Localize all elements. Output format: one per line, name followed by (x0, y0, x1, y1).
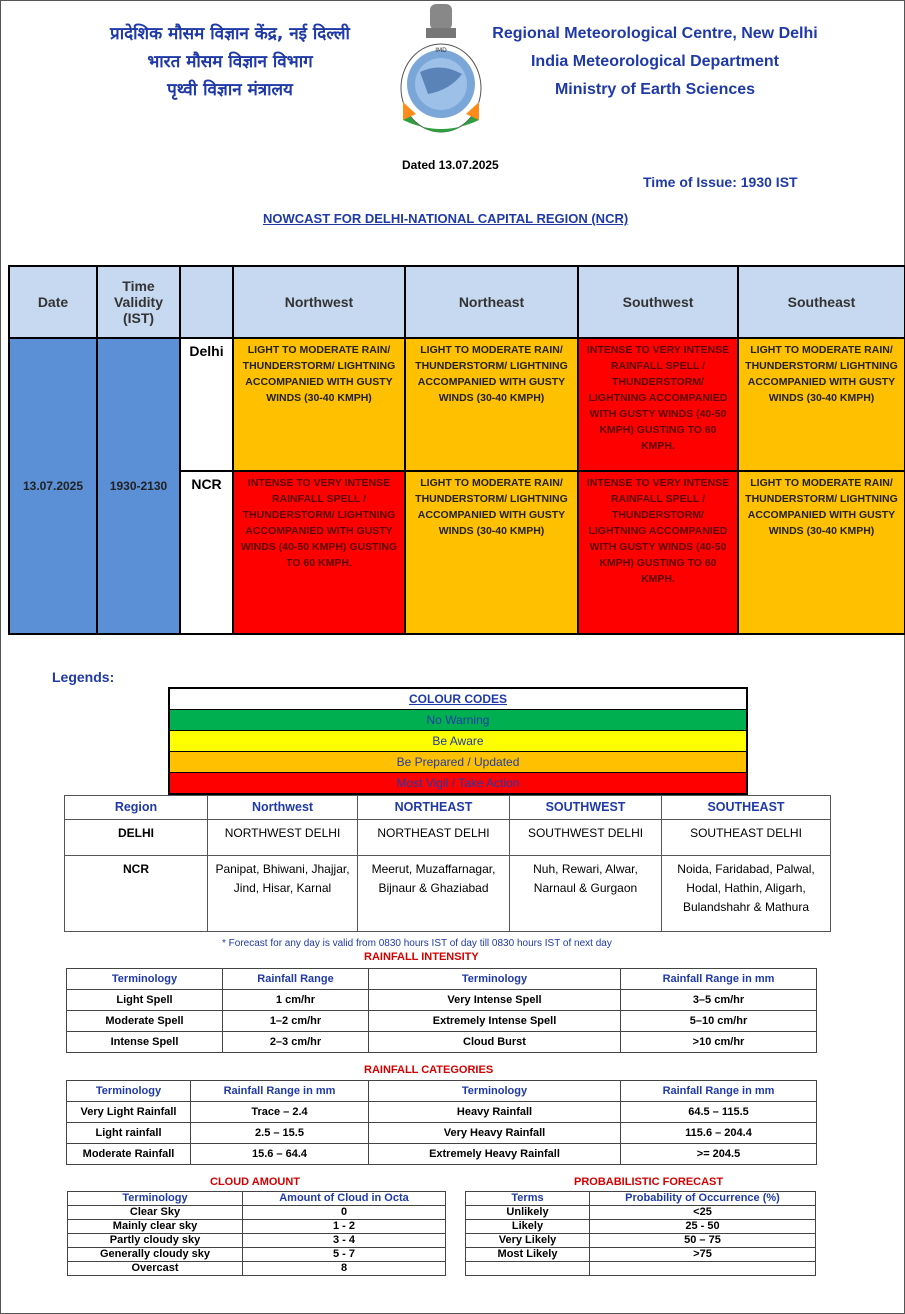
table-row (68, 1248, 446, 1262)
header-cell: Probability of Occurrence (%) (590, 1192, 816, 1206)
table-cell (466, 1262, 590, 1276)
table-cell: 1 - 2 (243, 1220, 446, 1234)
header-cell: Terminology (67, 1081, 191, 1102)
region-header-southeast: SOUTHEAST (662, 796, 831, 820)
delhi-southeast-warning: LIGHT TO MODERATE RAIN/ THUNDERSTORM/ LIGHTNING ACCOMPANIED WITH GUSTY WINDS (30-40 KMPH) (738, 338, 905, 471)
table-cell: Light rainfall (67, 1123, 191, 1144)
table-cell: Clear Sky (68, 1206, 243, 1220)
region-ncr: NCR (180, 471, 233, 634)
table-cell: Very Intense Spell (369, 990, 621, 1011)
table-cell: 3–5 cm/hr (621, 990, 817, 1011)
table-row (68, 1206, 446, 1220)
table-cell: Very Heavy Rainfall (369, 1123, 621, 1144)
table-cell: Moderate Rainfall (67, 1144, 191, 1165)
region-row-delhi (65, 820, 831, 856)
region-cell: Noida, Faridabad, Palwal, Hodal, Hathin, Aligarh, Bulandshahr & Mathura (662, 856, 831, 932)
header-blank (180, 266, 233, 338)
region-name: DELHI (65, 820, 208, 856)
code-be-aware: Be Aware (170, 730, 746, 751)
table-cell: >75 (590, 1248, 816, 1262)
table-cell: 1 cm/hr (223, 990, 369, 1011)
cloud-amount-table (67, 1191, 446, 1276)
header-northwest: Northwest (233, 266, 405, 338)
header-cell: Terminology (369, 1081, 621, 1102)
table-cell: >10 cm/hr (621, 1032, 817, 1053)
hindi-header (60, 20, 400, 104)
header-cell: Terminology (67, 969, 223, 990)
table-row (67, 1102, 817, 1123)
english-line-1: Regional Meteorological Centre, New Delhi (492, 25, 818, 42)
table-cell: Moderate Spell (67, 1011, 223, 1032)
region-table (64, 795, 831, 932)
table-row (67, 1032, 817, 1053)
table-cell: 3 - 4 (243, 1234, 446, 1248)
region-cell: Panipat, Bhiwani, Jhajjar, Jind, Hisar, Karnal (208, 856, 358, 932)
rainfall-categories-table (66, 1080, 817, 1165)
table-cell: 1–2 cm/hr (223, 1011, 369, 1032)
region-delhi: Delhi (180, 338, 233, 471)
table-row (67, 990, 817, 1011)
region-header-northwest: Northwest (208, 796, 358, 820)
table-cell: 8 (243, 1262, 446, 1276)
table-cell: Most Likely (466, 1248, 590, 1262)
table-cell: Extremely Intense Spell (369, 1011, 621, 1032)
table-cell: 0 (243, 1206, 446, 1220)
table-cell: >= 204.5 (621, 1144, 817, 1165)
table-cell: 25 - 50 (590, 1220, 816, 1234)
header-cell: Terminology (369, 969, 621, 990)
table-cell: <25 (590, 1206, 816, 1220)
cloud-amount-title: CLOUD AMOUNT (210, 1176, 301, 1188)
english-line-3: Ministry of Earth Sciences (554, 81, 756, 98)
region-header-row (65, 796, 831, 820)
table-cell: 5 - 7 (243, 1248, 446, 1262)
region-header-southwest: SOUTHWEST (510, 796, 662, 820)
region-header-northeast: NORTHEAST (358, 796, 510, 820)
header-time-validity: Time Validity (IST) (97, 266, 180, 338)
code-be-prepared: Be Prepared / Updated (170, 751, 746, 772)
table-cell: 2–3 cm/hr (223, 1032, 369, 1053)
table-cell: Overcast (68, 1262, 243, 1276)
table-cell: Unlikely (466, 1206, 590, 1220)
nowcast-table (8, 265, 905, 635)
table-header-row (67, 1081, 817, 1102)
header-northeast: Northeast (405, 266, 578, 338)
ncr-northwest-warning: INTENSE TO VERY INTENSE RAINFALL SPELL / THUNDERSTORM/ LIGHTNING ACCOMPANIED WITH GUSTY WINDS (40-50 KMPH) GUSTING TO 60 KMPH. (233, 471, 405, 634)
code-take-action: Most Vigil / Take Action (170, 772, 746, 793)
table-header-row (67, 969, 817, 990)
ncr-southeast-warning: LIGHT TO MODERATE RAIN/ THUNDERSTORM/ LIGHTNING ACCOMPANIED WITH GUSTY WINDS (30-40 KMPH) (738, 471, 905, 634)
validity-note: * Forecast for any day is valid from 0830 hours IST of day till 0830 hours IST of next day (222, 938, 612, 949)
imd-emblem-icon (398, 2, 484, 134)
region-cell: NORTHEAST DELHI (358, 820, 510, 856)
table-row (68, 1220, 446, 1234)
header-cell: Rainfall Range in mm (191, 1081, 369, 1102)
rainfall-intensity-table (66, 968, 817, 1053)
english-line-2: India Meteorological Department (530, 53, 780, 70)
table-row (67, 1144, 817, 1165)
table-row (466, 1206, 816, 1220)
region-cell: NORTHWEST DELHI (208, 820, 358, 856)
rainfall-intensity-title: RAINFALL INTENSITY (364, 951, 479, 963)
table-cell: Partly cloudy sky (68, 1234, 243, 1248)
english-header (480, 20, 830, 104)
table-cell: 15.6 – 64.4 (191, 1144, 369, 1165)
dated-label: Dated 13.07.2025 (402, 158, 499, 172)
table-row (67, 1011, 817, 1032)
probabilistic-table (465, 1191, 816, 1276)
rainfall-categories-title: RAINFALL CATEGORIES (364, 1064, 494, 1076)
nowcast-time-validity: 1930-2130 (97, 338, 180, 634)
region-cell: SOUTHEAST DELHI (662, 820, 831, 856)
region-header: Region (65, 796, 208, 820)
table-row (68, 1234, 446, 1248)
table-row (466, 1262, 816, 1276)
region-cell: SOUTHWEST DELHI (510, 820, 662, 856)
nowcast-header-row (9, 266, 905, 338)
table-cell: Light Spell (67, 990, 223, 1011)
nowcast-date: 13.07.2025 (9, 338, 97, 634)
header-cell: Rainfall Range (223, 969, 369, 990)
table-cell: 2.5 – 15.5 (191, 1123, 369, 1144)
nowcast-row-delhi (9, 338, 905, 471)
header-cell: Terms (466, 1192, 590, 1206)
header-date: Date (9, 266, 97, 338)
table-cell: Likely (466, 1220, 590, 1234)
table-row (68, 1262, 446, 1276)
table-row (466, 1234, 816, 1248)
table-cell: Heavy Rainfall (369, 1102, 621, 1123)
region-name: NCR (65, 856, 208, 932)
hindi-line-1: प्रादेशिक मौसम विज्ञान केंद्र, नई दिल्ली (110, 24, 350, 44)
table-row (466, 1248, 816, 1262)
table-cell: Extremely Heavy Rainfall (369, 1144, 621, 1165)
table-cell: 64.5 – 115.5 (621, 1102, 817, 1123)
table-header-row (68, 1192, 446, 1206)
time-of-issue: Time of Issue: 1930 IST (643, 174, 798, 190)
table-cell (590, 1262, 816, 1276)
region-cell: Meerut, Muzaffarnagar, Bijnaur & Ghaziabad (358, 856, 510, 932)
ncr-northeast-warning: LIGHT TO MODERATE RAIN/ THUNDERSTORM/ LIGHTNING ACCOMPANIED WITH GUSTY WINDS (30-40 KMPH) (405, 471, 578, 634)
table-cell: Cloud Burst (369, 1032, 621, 1053)
table-cell: Very Likely (466, 1234, 590, 1248)
table-cell: Trace – 2.4 (191, 1102, 369, 1123)
header-southeast: Southeast (738, 266, 905, 338)
table-cell: 5–10 cm/hr (621, 1011, 817, 1032)
colour-codes-box (168, 687, 748, 795)
table-cell: Intense Spell (67, 1032, 223, 1053)
hindi-line-2: भारत मौसम विज्ञान विभाग (147, 52, 313, 72)
table-row (466, 1220, 816, 1234)
delhi-southwest-warning: INTENSE TO VERY INTENSE RAINFALL SPELL / THUNDERSTORM/ LIGHTNING ACCOMPANIED WITH GUSTY WINDS (40-50 KMPH) GUSTING TO 60 KMPH. (578, 338, 738, 471)
table-cell: Generally cloudy sky (68, 1248, 243, 1262)
table-cell: Very Light Rainfall (67, 1102, 191, 1123)
colour-codes-title: COLOUR CODES (170, 689, 746, 709)
page-title: NOWCAST FOR DELHI-NATIONAL CAPITAL REGION (NCR) (263, 211, 629, 226)
table-row (67, 1123, 817, 1144)
probabilistic-title: PROBABILISTIC FORECAST (574, 1176, 724, 1188)
code-no-warning: No Warning (170, 709, 746, 730)
ncr-southwest-warning: INTENSE TO VERY INTENSE RAINFALL SPELL / THUNDERSTORM/ LIGHTNING ACCOMPANIED WITH GUSTY WINDS (40-50 KMPH) GUSTING TO 60 KMPH. (578, 471, 738, 634)
table-cell: Mainly clear sky (68, 1220, 243, 1234)
legends-label: Legends: (52, 669, 115, 685)
table-cell: 50 – 75 (590, 1234, 816, 1248)
table-header-row (466, 1192, 816, 1206)
delhi-northwest-warning: LIGHT TO MODERATE RAIN/ THUNDERSTORM/ LIGHTNING ACCOMPANIED WITH GUSTY WINDS (30-40 KMPH) (233, 338, 405, 471)
header-cell: Rainfall Range in mm (621, 969, 817, 990)
svg-text:IMD: IMD (435, 47, 447, 54)
table-cell: 115.6 – 204.4 (621, 1123, 817, 1144)
header-southwest: Southwest (578, 266, 738, 338)
region-row-ncr (65, 856, 831, 932)
delhi-northeast-warning: LIGHT TO MODERATE RAIN/ THUNDERSTORM/ LIGHTNING ACCOMPANIED WITH GUSTY WINDS (30-40 KMPH) (405, 338, 578, 471)
header-cell: Rainfall Range in mm (621, 1081, 817, 1102)
header-cell: Terminology (68, 1192, 243, 1206)
region-cell: Nuh, Rewari, Alwar, Narnaul & Gurgaon (510, 856, 662, 932)
hindi-line-3: पृथ्वी विज्ञान मंत्रालय (167, 80, 293, 100)
header-cell: Amount of Cloud in Octa (243, 1192, 446, 1206)
